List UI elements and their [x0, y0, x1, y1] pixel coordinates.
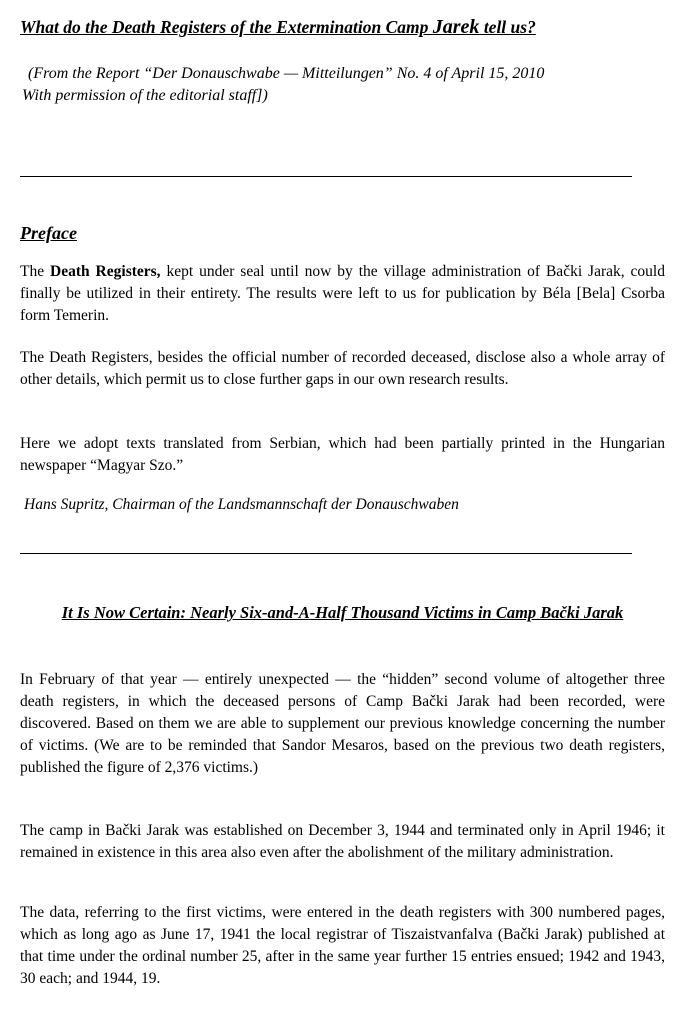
article-paragraph-2: The camp in Bački Jarak was established on December 3, 1944 and terminated only in April 1946; it remained in existence in this area also even after the abolishment of the military administration.: [20, 822, 665, 861]
title-part-1: What do the Death Registers of the Extermination Camp: [20, 17, 433, 37]
preface-paragraph-1: [20, 261, 665, 327]
preface-heading: Preface: [20, 223, 77, 243]
preface-p1-bold: Death Registers,: [50, 263, 161, 280]
preface-paragraph-2: The Death Registers, besides the official number of recorded deceased, disclose also a whole array of other details, which permit us to close further gaps in our own research results.: [20, 349, 665, 388]
title-part-2: tell us?: [479, 17, 536, 37]
preface-p1-start: The: [20, 263, 51, 280]
title-camp-name: Jarek: [432, 16, 480, 38]
article-title: It Is Now Certain: Nearly Six-and-A-Half Thousand Victims in Camp Bački Jarak: [61, 603, 624, 622]
article-paragraph-3: The data, referring to the first victims, were entered in the death registers with 300 numbered pages, which as long ago as June 17, 1941 the local registrar of Tiszaistvanfalva (Bački Jarak) published at that time under the ordinal number 25, after in the same year further 15 entries ensued; 1942 and 1943, 30 each; and 1944, 19.: [20, 904, 665, 987]
source-line-1: (From the Report “Der Donauschwabe — Mitteilungen” No. 4 of April 15, 2010: [28, 65, 545, 82]
source-note: [20, 63, 660, 107]
document-title: [20, 14, 680, 40]
preface-p1-rest: kept under seal until now by the village administration of Bački Jarak, could finally be utilized in their entirety. The results were left to us for publication by Béla [Bela] Csorba form Temerin.: [20, 263, 665, 324]
divider-middle: [20, 553, 632, 554]
preface-paragraph-3: Here we adopt texts translated from Serbian, which had been partially printed in the Hungarian newspaper “Magyar Szo.”: [20, 435, 665, 474]
source-line-2: With permission of the editorial staff]): [22, 87, 268, 104]
article-paragraph-1: In February of that year — entirely unexpected — the “hidden” second volume of altogether three death registers, in which the deceased persons of Camp Bački Jarak had been recorded, were discovered. Based on them we are able to supplement our previous knowledge concerning the number of victims. (We are to be reminded that Sandor Mesaros, based on the previous two death registers, published the figure of 2,376 victims.): [20, 671, 665, 776]
preface-signature: Hans Supritz, Chairman of the Landsmannschaft der Donauschwaben: [24, 496, 459, 513]
divider-top: [20, 176, 632, 177]
